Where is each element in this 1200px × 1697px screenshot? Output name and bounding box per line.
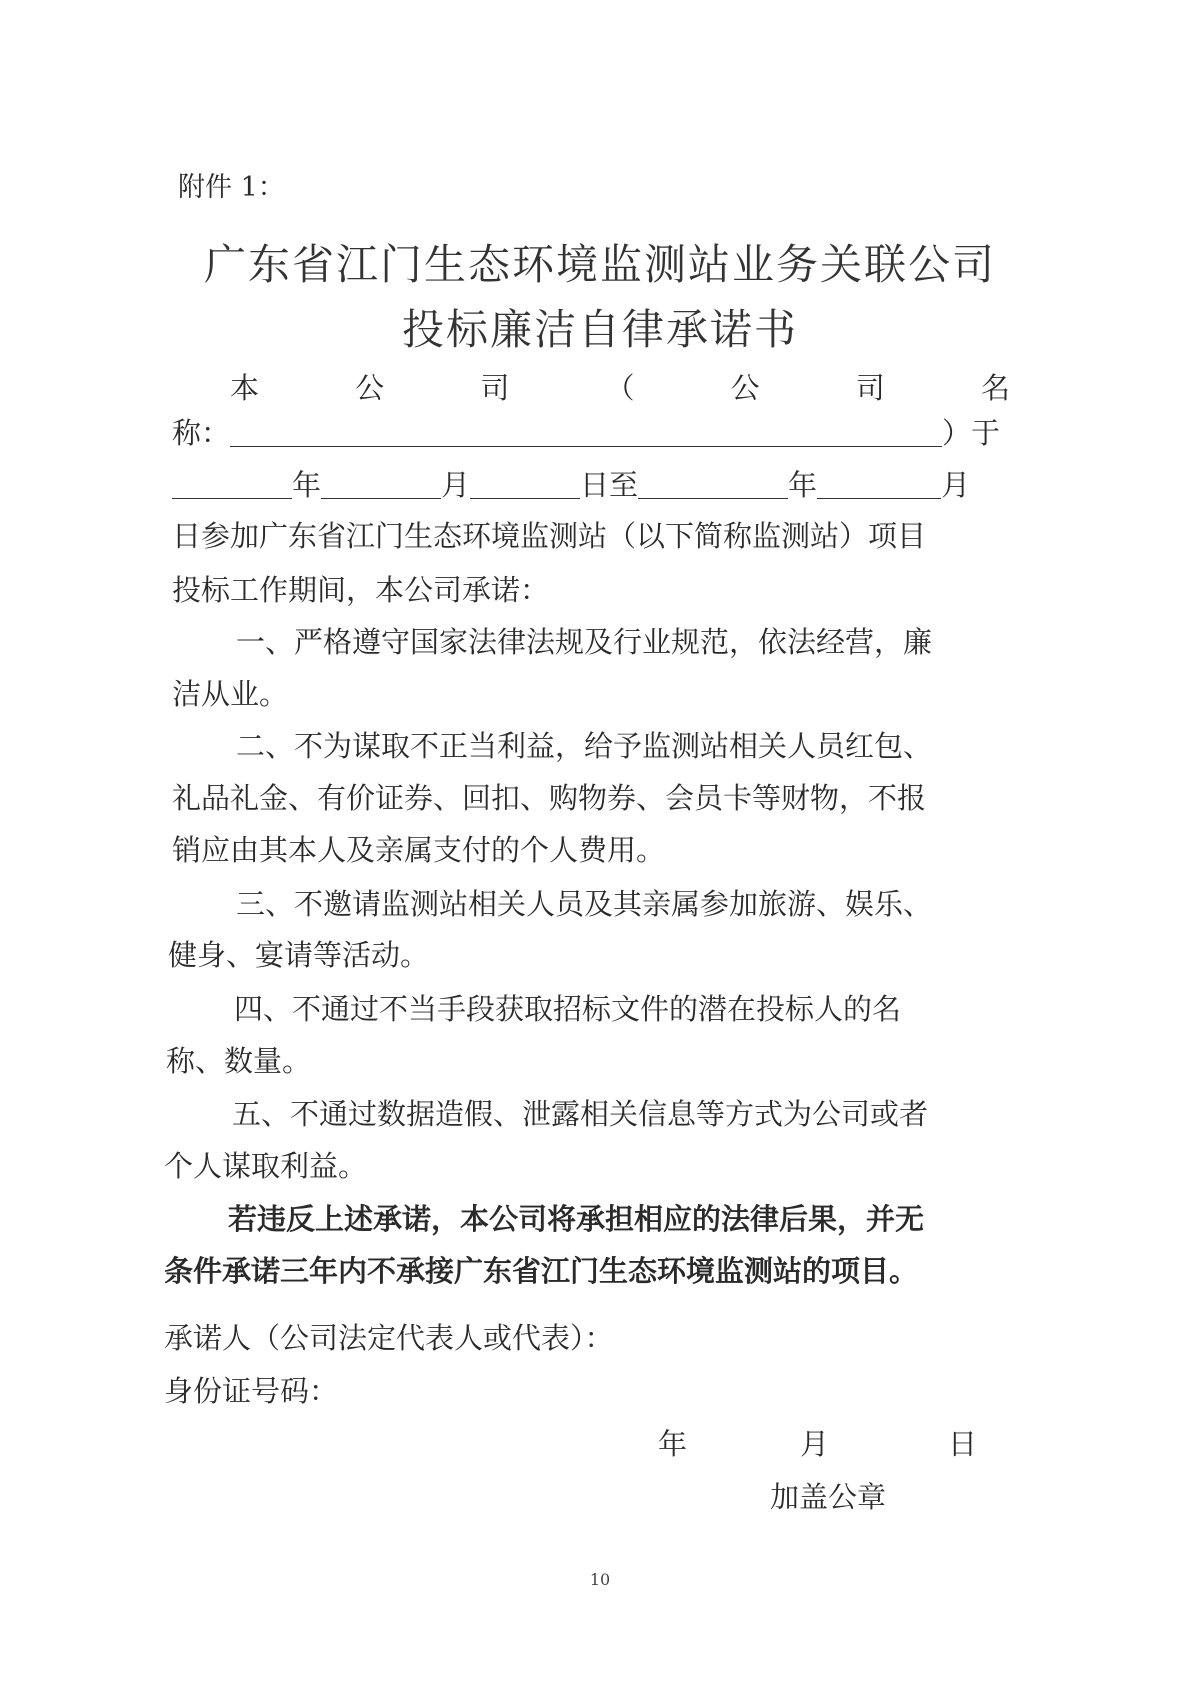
date-range-line — [172, 470, 970, 500]
intro-char: 公 — [355, 371, 385, 405]
month-label: 月 — [941, 468, 971, 502]
violation-line-1: 若违反上述承诺，本公司将承担相应的法律后果，并无 — [228, 1202, 925, 1236]
clause-3-line-1: 三、不邀请监测站相关人员及其亲属参加旅游、娱乐、 — [236, 887, 933, 921]
company-name-line — [172, 418, 1000, 448]
intro-char: （ — [605, 371, 635, 405]
yu-label: ）于 — [942, 416, 1001, 450]
intro-char: 名 — [980, 371, 1010, 405]
start-month-blank — [321, 470, 441, 499]
page-number: 10 — [589, 1570, 611, 1589]
intro-company-line — [230, 366, 1010, 407]
to-label: 日至 — [580, 468, 639, 502]
seal-label: 加盖公章 — [770, 1480, 887, 1514]
clause-1-line-1: 一、严格遵守国家法律法规及行业规范，依法经营，廉 — [236, 625, 933, 659]
clause-1-line-2: 洁从业。 — [172, 677, 289, 711]
document-title-line-2: 投标廉洁自律承诺书 — [401, 305, 798, 354]
intro-line-5: 投标工作期间，本公司承诺： — [172, 573, 550, 607]
document-title-line-1: 广东省江门生态环境监测站业务关联公司 — [203, 240, 996, 289]
clause-3-line-2: 健身、宴请等活动。 — [168, 938, 430, 972]
promisor-label: 承诺人（公司法定代表人或代表）： — [164, 1321, 614, 1355]
id-number-label: 身份证号码： — [164, 1374, 339, 1408]
end-month-blank — [817, 470, 941, 499]
year-label: 年 — [788, 468, 818, 502]
company-name-blank — [230, 418, 942, 447]
end-year-blank — [638, 470, 788, 499]
clause-2-line-2: 礼品礼金、有价证券、回扣、购物券、会员卡等财物，不报 — [172, 781, 927, 815]
sign-year-label: 年 — [658, 1427, 688, 1461]
intro-char: 司 — [480, 371, 510, 405]
start-day-blank — [470, 470, 580, 499]
clause-2-line-1: 二、不为谋取不正当利益，给予监测站相关人员红包、 — [236, 729, 933, 763]
month-label: 月 — [441, 468, 471, 502]
intro-char: 公 — [730, 371, 760, 405]
sign-day-label: 日 — [948, 1427, 978, 1461]
intro-char: 本 — [230, 371, 260, 405]
clause-4-line-2: 称、数量。 — [166, 1044, 312, 1078]
clause-5-line-1: 五、不通过数据造假、泄露相关信息等方式为公司或者 — [232, 1097, 929, 1131]
clause-2-line-3: 销应由其本人及亲属支付的个人费用。 — [172, 833, 666, 867]
sign-month-label: 月 — [800, 1427, 830, 1461]
intro-char: 司 — [855, 371, 885, 405]
violation-line-2: 条件承诺三年内不承接广东省江门生态环境监测站的项目。 — [164, 1254, 919, 1288]
year-label: 年 — [292, 468, 322, 502]
clause-5-line-2: 个人谋取利益。 — [164, 1149, 368, 1183]
clause-4-line-1: 四、不通过不当手段获取招标文件的潜在投标人的名 — [234, 992, 902, 1026]
attachment-label: 附件 1： — [178, 172, 285, 203]
intro-line-4: 日参加广东省江门生态环境监测站（以下简称监测站）项目 — [172, 519, 927, 553]
start-year-blank — [172, 470, 292, 499]
company-name-label: 称： — [172, 416, 231, 450]
